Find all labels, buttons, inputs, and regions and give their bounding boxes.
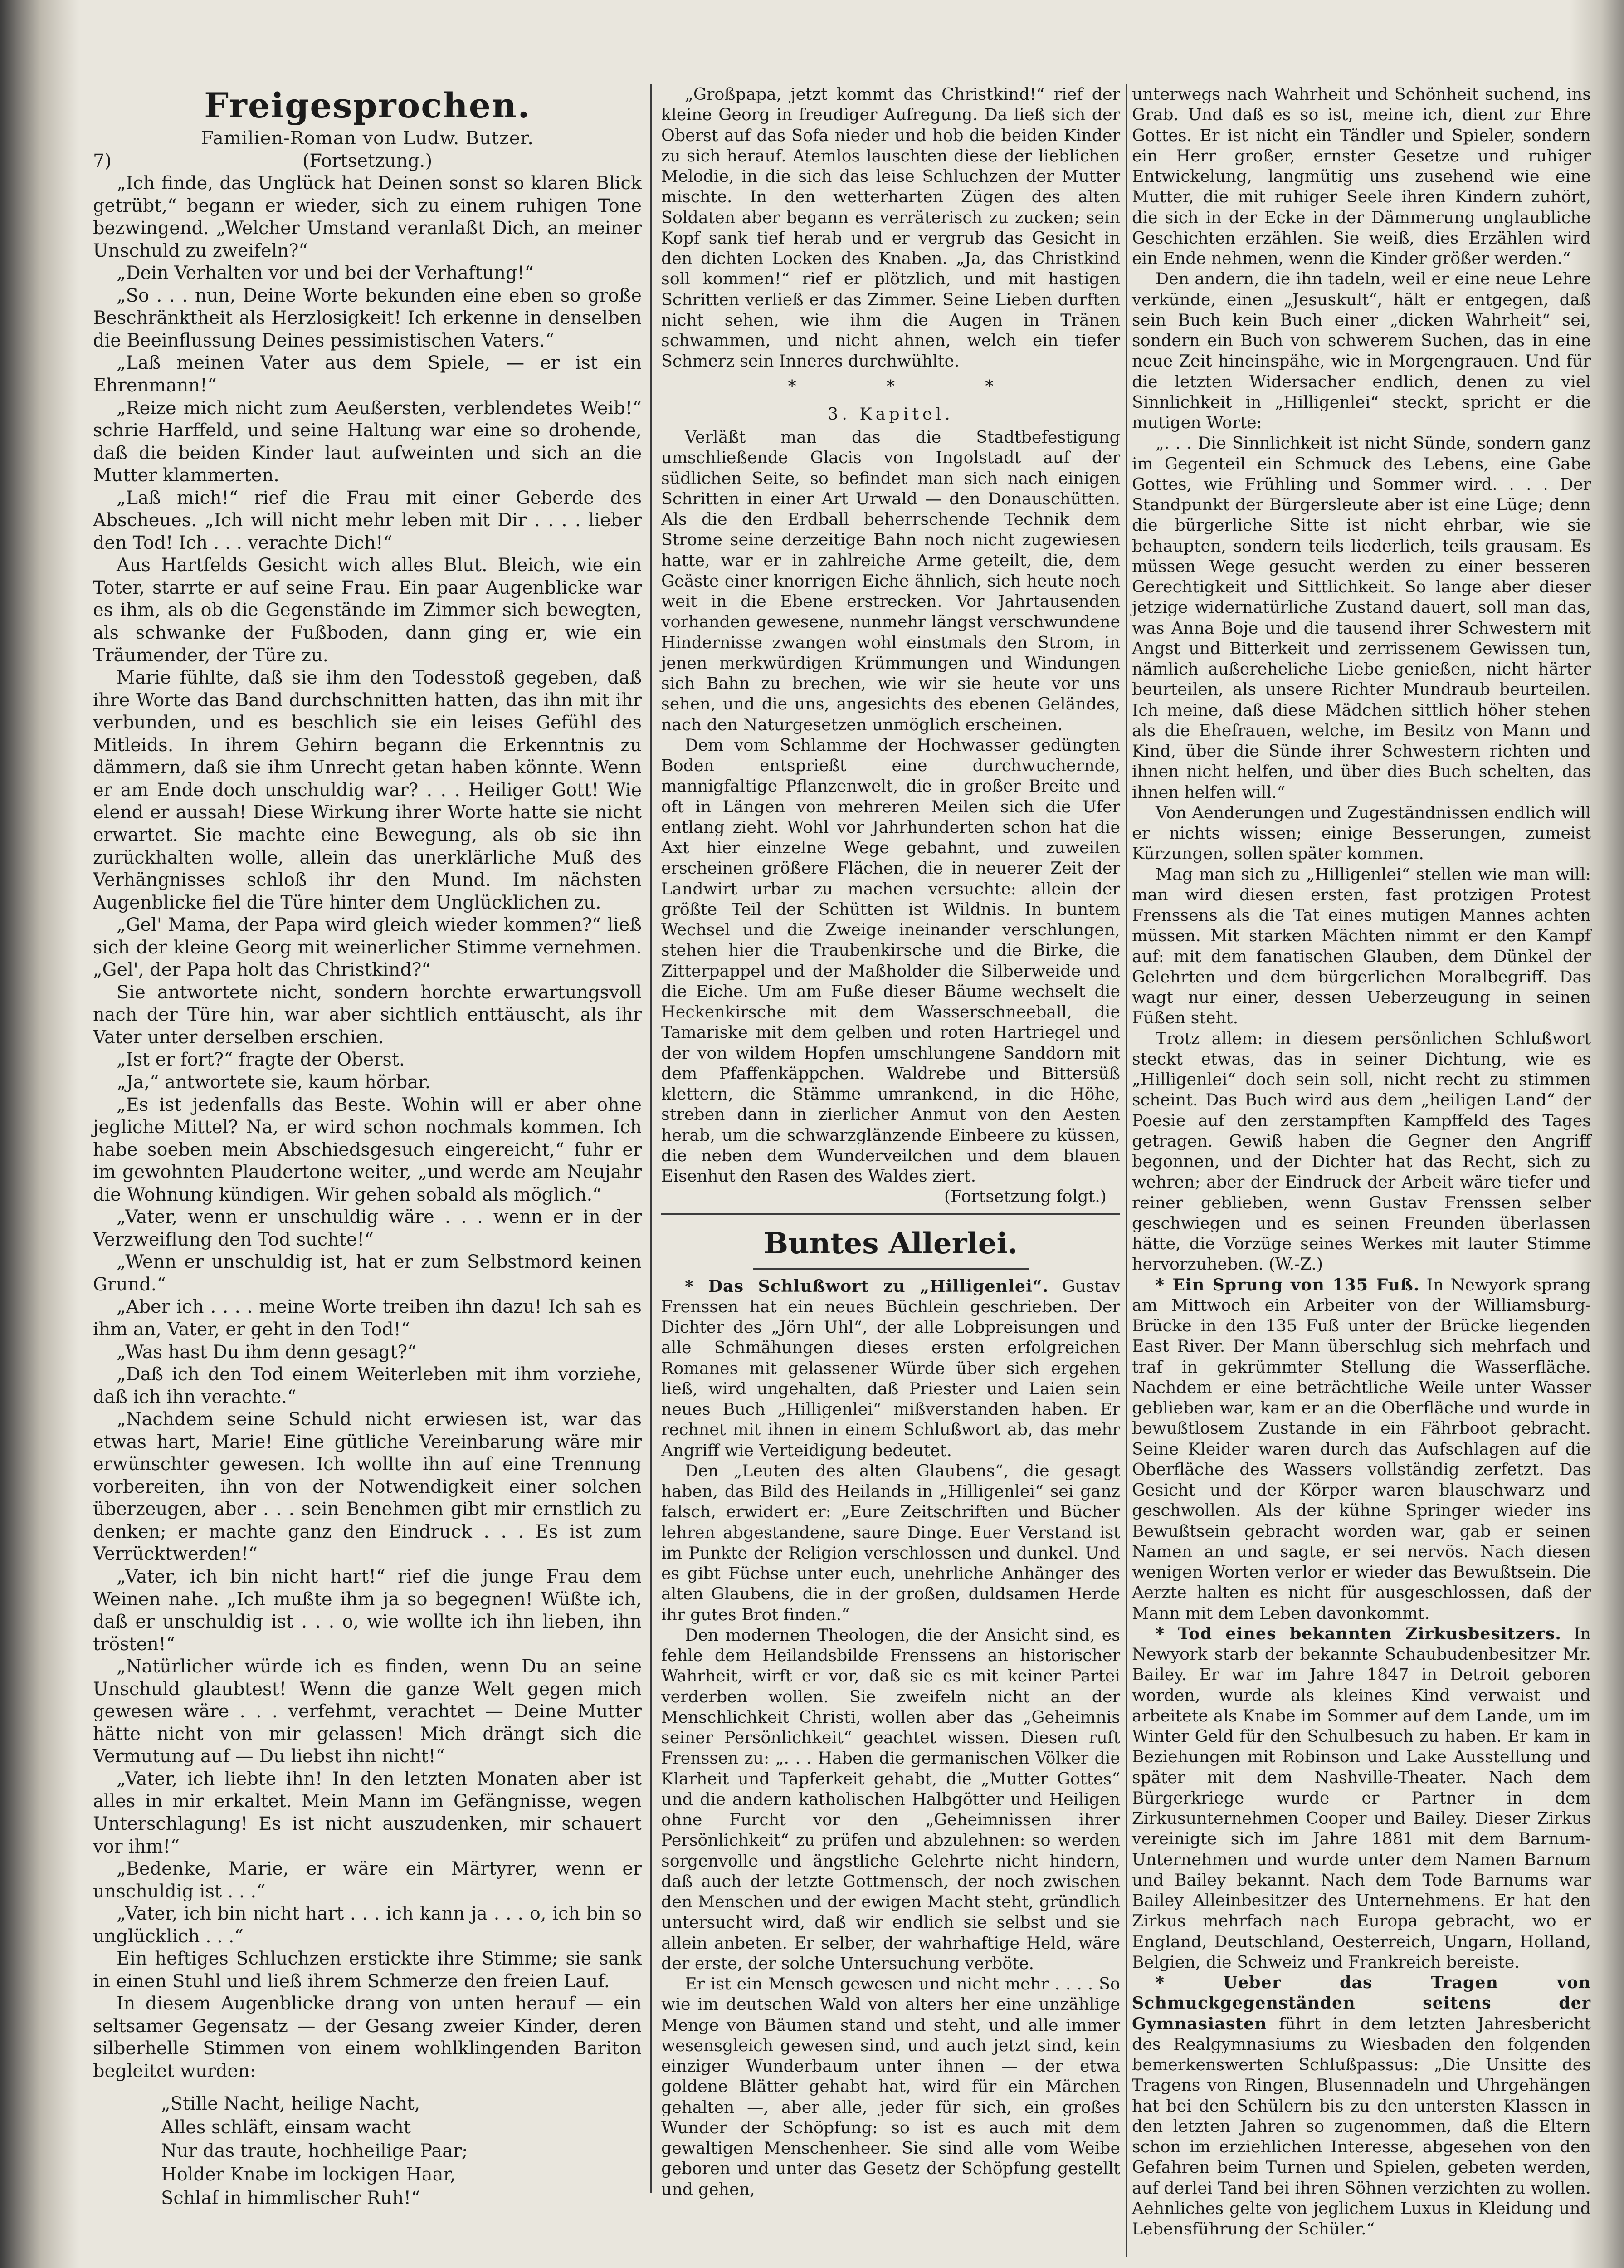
paragraph: „Daß ich den Tod einem Weiterleben mit ihm vorziehe, daß ich ihn verachte.“ [93,1364,642,1408]
paragraph: „Was hast Du ihm denn gesagt?“ [117,1341,417,1363]
paragraph: Aus Hartfelds Gesicht wich alles Blut. Bleich, wie ein Toter, starrte er auf seine Frau. Ein paar Augenblicke war es ihm, als ob die Gegenstände im Zimmer sich bewegten, als schwanke der Fußboden, dann ging er, wie ein Träumender, der Türe zu. [93,555,642,666]
paragraph: „Aber ich . . . . meine Worte treiben ihn dazu! Ich sah es ihm an, Vater, er geht in den Tod!“ [93,1296,642,1340]
paragraph: „Es ist jedenfalls das Beste. Wohin will er aber ohne jegliche Mittel? Na, er wird schon nochmals kommen. Ich habe soeben mein Abschiedsgesuch eingereicht,“ fuhr er im gewohnten Plaudertone weiter, „und werde am Neujahr die Wohnung kündigen. Wir gehen sobald als möglich.“ [93,1094,642,1205]
paragraph: „Großpapa, jetzt kommt das Christkind!“ rief der kleine Georg in freudiger Aufregung. Da ließ sich der Oberst auf das Sofa nieder und hob die beiden Kinder zu sich herauf. Atemlos lauschten diese der lieblichen Melodie, in die sich das leise Schluchzen der Mutter mischte. In den wetterharten Zügen des alten Soldaten aber begann es verräterisch zu zucken; sein Kopf sank tief herab und er vergrub das Gesicht in den dichten Locken des Knaben. „Ja, das Christkind soll kommen!“ rief er plötzlich, und mit hastigen Schritten verließ er das Zimmer. Seine Lieben durften nicht sehen, wie ihm die Augen in Tränen schwammen, und nicht ahnen, welch ein tiefer Schmerz sein Inneres durchwühlte. [661,84,1120,371]
paragraph: „Laß meinen Vater aus dem Spiele, — er ist ein Ehrenmann!“ [93,352,642,396]
paragraph: Den „Leuten des alten Glaubens“, die gesagt haben, das Bild des Heilands in „Hilligenlei“ sei ganz falsch, erwidert er: „Eure Zeitschriften und Bücher lehren abgestandene, saure Dinge. Euer Verstand ist im Punkte der Religion verschlossen und dunkel. Und es gibt Füchse unter euch, unehrliche Anhänger des alten Glaubens, die in der großen, duldsamen Herde ihr gutes Brot finden.“ [661,1461,1120,1624]
section-separator [661,371,1120,401]
article-title: * Das Schlußwort zu „Hilligenlei“. [685,1276,1049,1296]
article-paragraph [1132,1275,1591,1623]
paragraph: „Ja,“ antwortete sie, kaum hörbar. [117,1071,431,1093]
installment-number: 7) [93,150,112,171]
article-paragraph [1132,1972,1591,2239]
paragraph: „So . . . nun, Deine Worte bekunden eine eben so große Beschränktheit als Herzlosigkeit! Ich erkenne in denselben die Beeinflussung Deines pessimistischen Vaters.“ [93,285,642,351]
paragraph: „Laß mich!“ rief die Frau mit einer Geberde des Abscheues. „Ich will nicht mehr leben mit Dir . . . . lieber den Tod! Ich . . . verachte Dich!“ [93,487,642,553]
star: * [788,376,796,396]
paragraph: Marie fühlte, daß sie ihm den Todesstoß gegeben, daß ihre Worte das Band durchschnitten hatten, das ihn mit ihr verbunden, und es beschlich sie ein leises Gefühl des Mitleids. In ihrem Gehirn begann die Erkenntnis zu dämmern, daß sie ihm Unrecht getan haben könnte. Wenn er am Ende doch unschuldig war? . . . Heiliger Gott! Wie elend er aussah! Diese Wirkung ihrer Worte hatte sie nicht erwartet. Sie machte eine Bewegung, als ob sie ihn zurückhalten wolle, allein das unerklärliche Muß des Verhängnisses schloß ihr den Mund. Im nächsten Augenblicke fiel die Türe hinter dem Unglücklichen zu. [93,667,642,913]
paragraph: Sie antwortete nicht, sondern horchte erwartungsvoll nach der Türe hin, war aber sichtlich enttäuscht, als ihr Vater unter derselben erschien. [93,982,642,1048]
book-binding-shadow [0,0,79,2268]
paragraph: „Dein Verhalten vor und bei der Verhaftung!“ [117,263,534,284]
paragraph: unterwegs nach Wahrheit und Schönheit suchend, ins Grab. Und daß es so ist, meine ich, dient zur Ehre Gottes. Er ist nicht ein Tändler und Spieler, sondern ein Herr großer, ernster Gesetze und ruhiger Entwickelung, langmütig uns zusehend wie eine Mutter, die mit ruhiger Seele ihren Kindern zuhört, die sich in der Ecke in der Dämmerung unglaubliche Geschichten erzählen. Sie weiß, dies Erzählen wird ein Ende nehmen, wenn die Kinder größer werden.“ [1132,84,1591,268]
paragraph: Den modernen Theologen, die der Ansicht sind, es fehle dem Heilandsbilde Frenssens an historischer Wahrheit, wirft er vor, daß sie es mit keiner Partei verderben wollen. Sie zweifeln nicht an der Menschlichkeit Christi, wollen aber das „Geheimnis seiner Persönlichkeit“ geachtet wissen. Diesen ruft Frenssen zu: „. . . Haben die germanischen Völker die Klarheit und Tapferkeit gehabt, die „Mutter Gottes“ und die andern katholischen Halbgötter und Heiligen ohne Furcht vor den „Geheimnissen ihrer Persönlichkeit“ zu prüfen und abzulehnen: so werden sorgenvolle und ängstliche Gelehrte nicht hindern, daß auch der letzte Gottmensch, der noch zwischen den Menschen und der ewigen Macht steht, gründlich untersucht wird, daß wir endlich sie selbst und sie allein anbeten. Er selber, der wahrhaftige Held, wäre der erste, der solche Untersuchung verböte. [661,1625,1120,1973]
article-text: In Newyork sprang am Mittwoch ein Arbeiter von der Williamsburg-Brücke in den 135 Fuß unter der Brücke liegenden East River. Der Mann überschlug sich mehrfach und traf in gekrümmter Stellung die Wasserfläche. Nachdem er eine beträchtliche Weile unter Wasser geblieben war, kam er an die Oberfläche und wurde in bewußtlosem Zustande in ein Fährboot gebracht. Seine Kleider waren durch das Aufschlagen auf die Oberfläche des Wassers vollständig zerfetzt. Das Gesicht und der Körper waren blauschwarz und geschwollen. Als der kühne Springer wieder ins Bewußtsein gebracht worden war, gab er seinen Namen an und sagte, er sei nervös. Nach diesen wenigen Worten verlor er wieder das Bewußtsein. Die Aerzte halten es nicht für ausgeschlossen, daß der Mann mit dem Leben davonkommt. [1132,1275,1591,1623]
poem-line: Alles schläft, einsam wacht [161,2116,411,2138]
paragraph: „Gel' Mama, der Papa wird gleich wieder kommen?“ ließ sich der kleine Georg mit weinerlicher Stimme vernehmen. „Gel', der Papa holt das Christkind?“ [93,914,642,981]
paragraph: Ein heftiges Schluchzen erstickte ihre Stimme; sie sank in einen Stuhl und ließ ihrem Schmerze den freien Lauf. [93,1948,642,1992]
star: * [886,376,895,396]
star: * [985,376,994,396]
paragraph: „Reize mich nicht zum Aeußersten, verblendetes Weib!“ schrie Harffeld, und seine Haltung war eine so drohende, daß die beiden Kinder laut aufweinten und sich an die Mutter klammerten. [93,397,642,486]
paragraph: Dem vom Schlamme der Hochwasser gedüngten Boden entsprießt eine durchwuchernde, mannigfaltige Pflanzenwelt, die in großer Breite und oft in Längen von mehreren Meilen sich die Ufer entlang zieht. Wohl vor Jahrhunderten schon hat die Axt hier einzelne Wege gebahnt, und zuweilen erscheinen größere Flächen, die in neuerer Zeit der Landwirt urbar zu machen versuchte: allein der größte Teil der Schütten ist Wildnis. In buntem Wechsel und die Zweige ineinander verschlungen, stehen hier die Traubenkirsche und die Birke, die Zitterpappel und der Maßholder die Silberweide und die Eiche. Um am Fuße dieser Bäume wechselt die Heckenkirsche mit dem Wasserschneeball, die Tamariske mit dem gelben und roten Hartriegel und der von wildem Hopfen umschlungene Sanddorn mit dem Pfaffenkäppchen. Waldrebe und Bittersüß klettern, die Stämme umrankend, in die Höhe, streben dann in zierlicher Anmut von den Aesten herab, um die schwarzglänzende Einbeere zu küssen, die neben dem Wunderveilchen und dem blauen Eisenhut den Rasen des Waldes ziert. [661,735,1120,1186]
paragraph: Verläßt man das die Stadtbefestigung umschließende Glacis von Ingolstadt auf der südlichen Seite, so befindet man sich nach einigen Schritten in einer Art Urwald — den Donauschütten. Als die den Erdball beherrschende Technik dem Strome seine derzeitige Bahn noch nicht zugewiesen hatte, war er in zahlreiche Arme geteilt, die, dem Geäste einer knorrigen Eiche ähnlich, sich heute noch weit in die Ebene erstrecken. Vor Jahrtausenden vorhanden gewesene, nunmehr längst verschwundene Hindernisse zwangen wohl einstmals den Strom, in jenen merkwürdigen Krümmungen und Windungen sich Bahn zu brechen, wie wir sie heute vor uns sehen, und die uns, angesichts des ebenen Geländes, nach den Naturgesetzen unmöglich erscheinen. [661,427,1120,734]
paragraph: „Vater, ich liebte ihn! In den letzten Monaten aber ist alles in mir erkaltet. Mein Mann im Gefängnisse, wegen Unterschlagung! Es ist nicht auszudenken, mir schauert vor ihm!“ [93,1768,642,1857]
poem-stanza [161,2092,642,2210]
article-paragraph [1132,1623,1591,1972]
chapter-heading: 3. Kapitel. [828,404,954,424]
continued-label: (Fortsetzung.) [302,150,433,171]
column-1 [93,84,642,2210]
paragraph: „Natürlicher würde ich es finden, wenn Du an seine Unschuld glaubtest! Wenn die ganze Welt gegen mich gewesen wäre . . . verfehmt, verachtet — Deine Mutter hätte nicht von mir gelassen! Mich drängt sich die Vermutung auf — Du liebst ihn nicht!“ [93,1656,642,1767]
paragraph: Trotz allem: in diesem persönlichen Schlußwort steckt etwas, das in seiner Dichtung, wie es „Hilligenlei“ doch sein soll, nicht recht zu stimmen scheint. Das Buch wird aus dem „heiligen Land“ der Poesie auf den zerstampften Kampffeld des Tages getragen. Gewiß haben die Gegner den Angriff begonnen, und der Dichter hat das Recht, sich zu wehren; aber der Eindruck der Arbeit wäre tiefer und reiner geblieben, wenn Gustav Frenssen selber geschwiegen und es seinen Freunden überlassen hätte, die Vorzüge seines Werkes mit lauter Stimme hervorzuheben. (W.-Z.) [1132,1028,1591,1274]
column-divider [650,84,652,2193]
paragraph: Er ist ein Mensch gewesen und nicht mehr . . . . So wie im deutschen Wald von alters her eine unzählige Menge von Bäumen stand und steht, und alle immer wesensgleich gewesen sind, und auch jetzt sind, kein einziger Wunderbaum unter ihnen — der etwa goldene Blätter gehabt hat, wird für ein Märchen gehalten —, aber alle, jeder für sich, ein großes Wunder der Schöpfung: so ist es auch mit dem gewaltigen Menschenheer. Sie sind alle vom Weibe geboren und unter das Gesetz der Schöpfung gestellt und gehen, [661,1974,1120,2199]
article-text: führt in dem letzten Jahresbericht des Realgymnasiums zu Wiesbaden den folgenden bemerkenswerten Schlußpassus: „Die Unsitte des Tragens von Ringen, Blusennadeln und Uhrgehängen hat bei den Schülern bis zu den untersten Klassen in den letzten Jahren so zugenommen, daß die Eltern schon im erziehlichen Interesse, abgesehen von den Gefahren beim Turnen und Spielen, gebeten werden, auf derlei Tand bei ihren Söhnen verzichten zu wollen. Aehnliches gelte von jeglichem Luxus in Kleidung und Lebensführung der Schüler.“ [1132,2014,1591,2239]
paragraph: In diesem Augenblicke drang von unten herauf — ein seltsamer Gegensatz — der Gesang zweier Kinder, deren silberhelle Stimmen von einem wohlklingenden Bariton begleitet wurden: [93,1993,642,2082]
paragraph: „Wenn er unschuldig ist, hat er zum Selbstmord keinen Grund.“ [93,1251,642,1295]
paragraph: „. . . Die Sinnlichkeit ist nicht Sünde, sondern ganz im Gegenteil ein Schmuck des Lebens, eine Gabe Gottes, wie Frühling und Sommer wird. . . . Der Standpunkt der Bürgersleute aber ist eine Lüge; denn die bürgerliche Sitte ist nicht ehrbar, wie sie behaupten, sondern teils liederlich, teils grausam. Es müssen Wege gesucht werden zu einer besseren Gerechtigkeit und Sittlichkeit. So lange aber dieser jetzige widernatürliche Zustand dauert, soll man das, was Anna Boje und die tausend ihrer Schwestern mit Angst und Bitterkeit und zerrissenem Gewissen tun, nämlich außereheliche Liebe genießen, nicht härter beurteilen, als unsere Richter Mundraub beurteilen. Ich meine, daß diese Mädchen sittlich höher stehen als die Ehefrauen, welche, im Besitz von Mann und Kind, über die Sünde ihrer Schwestern richten und ihnen nicht helfen, und über dies Buch schelten, das ihnen helfen will.“ [1132,433,1591,802]
poem-line: Holder Knabe im lockigen Haar, [161,2164,456,2185]
paragraph: „Vater, ich bin nicht hart . . . ich kann ja . . . o, ich bin so unglücklich . . .“ [93,1903,642,1947]
paragraph: „Ist er fort?“ fragte der Oberst. [117,1049,405,1070]
article-title: * Ueber das Tragen von Schmuckgegenständen seitens der Gymnasiasten [1132,1973,1591,2033]
section-rule [661,1213,1120,1215]
paragraph: Den andern, die ihn tadeln, weil er eine neue Lehre verkünde, einen „Jesuskult“, hält er entgegen, daß sein Buch kein Buch einer „dicken Wahrheit“ sei, sondern ein Buch von schwerem Suchen, das in eine neue Zeit hineinspähe, wie in Morgengrauen. Und für die letzten Widersacher endlich, denen zu viel Sinnlichkeit in „Hilligenlei“ steckt, spricht er die mutigen Worte: [1132,269,1591,432]
paragraph: „Ich finde, das Unglück hat Deinen sonst so klaren Blick getrübt,“ begann er wieder, sich zu einem ruhigen Tone bezwingend. „Welcher Umstand veranlaßt Dich, an meiner Unschuld zu zweifeln?“ [93,173,642,261]
story-title: Freigesprochen. [204,85,531,126]
article-text: Gustav Frenssen hat ein neues Büchlein geschrieben. Der Dichter des „Jörn Uhl“, der alle Lobpreisungen und alle Schmähungen dieses ersten erfolgreichen Romanes mit gelassener Würde über sich ergehen ließ, wird ungehalten, daß Priester und Laien sein neues Buch „Hilligenlei“ mißverstanden haben. Er rechnet mit ihnen in einem Schlußwort ab, das mehr Angriff wie Verteidigung bedeutet. [661,1276,1121,1460]
poem-line: Nur das traute, hochheilige Paar; [161,2140,468,2161]
article-title: * Tod eines bekannten Zirkusbesitzers. [1156,1623,1561,1643]
paragraph: Von Aenderungen und Zugeständnissen endlich will er nichts wissen; einige Besserungen, zumeist Kürzungen, sollen später kommen. [1132,802,1591,864]
column-2 [661,84,1120,2200]
heading-rule [753,1268,1028,1270]
paragraph: „Bedenke, Marie, er wäre ein Märtyrer, wenn er unschuldig ist . . .“ [93,1858,642,1902]
paragraph: „Nachdem seine Schuld nicht erwiesen ist, war das etwas hart, Marie! Eine gütliche Vereinbarung wäre mir erwünschter gewesen. Ich wollte ihn auf eine Trennung vorbereiten, ihn von der Notwendigkeit einer solchen überzeugen, aber . . . sein Benehmen gibt mir ernstlich zu denken; er machte ganz den Eindruck . . . Es ist zum Verrücktwerden!“ [93,1409,642,1565]
column-3 [1132,84,1591,2239]
column-divider [1126,84,1127,2257]
continued-notice: (Fortsetzung folgt.) [944,1187,1107,1207]
article-paragraph [661,1276,1120,1461]
story-subtitle: Familien-Roman von Ludw. Butzer. [201,128,534,149]
paragraph: „Vater, ich bin nicht hart!“ rief die junge Frau dem Weinen nahe. „Ich mußte ihm ja so begegnen! Wüßte ich, daß er unschuldig ist . . . o, wie wollte ich ihn lieben, ihn trösten!“ [93,1566,642,1655]
poem-line: Schlaf in himmlischer Ruh!“ [161,2187,420,2209]
paragraph: „Vater, wenn er unschuldig wäre . . . wenn er in der Verzweiflung den Tod suchte!“ [93,1207,642,1250]
section-heading: Buntes Allerlei. [763,1226,1018,1261]
paragraph: Mag man sich zu „Hilligenlei“ stellen wie man will: man wird diesen ersten, fast protzigen Protest Frenssens als die Tat eines mutigen Mannes achten müssen. Mit starken Mächten nimmt er den Kampf auf: mit dem fanatischen Glauben, dem Dünkel der Gelehrten und dem bürgerlichen Moralbegriff. Das wagt nur einer, dessen Ueberzeugung in seinen Füßen steht. [1132,864,1591,1028]
article-text: In Newyork starb der bekannte Schaubudenbesitzer Mr. Bailey. Er war im Jahre 1847 in Detroit geboren worden, wurde als kleines Kind verwaist und arbeitete als Knabe im Sommer auf dem Lande, um im Winter Geld für den Schulbesuch zu haben. Er kam in Beziehungen mit Robinson und Lake Ausstellung und später mit dem Nashville-Theater. Nach dem Bürgerkriege wurde er Partner in dem Zirkusunternehmen Cooper und Bailey. Dieser Zirkus vereinigte sich im Jahre 1881 mit dem Barnum-Unternehmen und wurde unter dem Namen Barnum und Bailey bekannt. Nach dem Tode Barnums war Bailey Alleinbesitzer des Unternehmens. Er hat den Zirkus mehrfach nach Europa gebracht, wo er England, Deutschland, Oesterreich, Ungarn, Holland, Belgien, die Schweiz und Frankreich bereiste. [1132,1623,1591,1972]
installment-row [93,150,642,173]
poem-line: „Stille Nacht, heilige Nacht, [161,2093,420,2114]
article-title: * Ein Sprung von 135 Fuß. [1156,1275,1420,1295]
